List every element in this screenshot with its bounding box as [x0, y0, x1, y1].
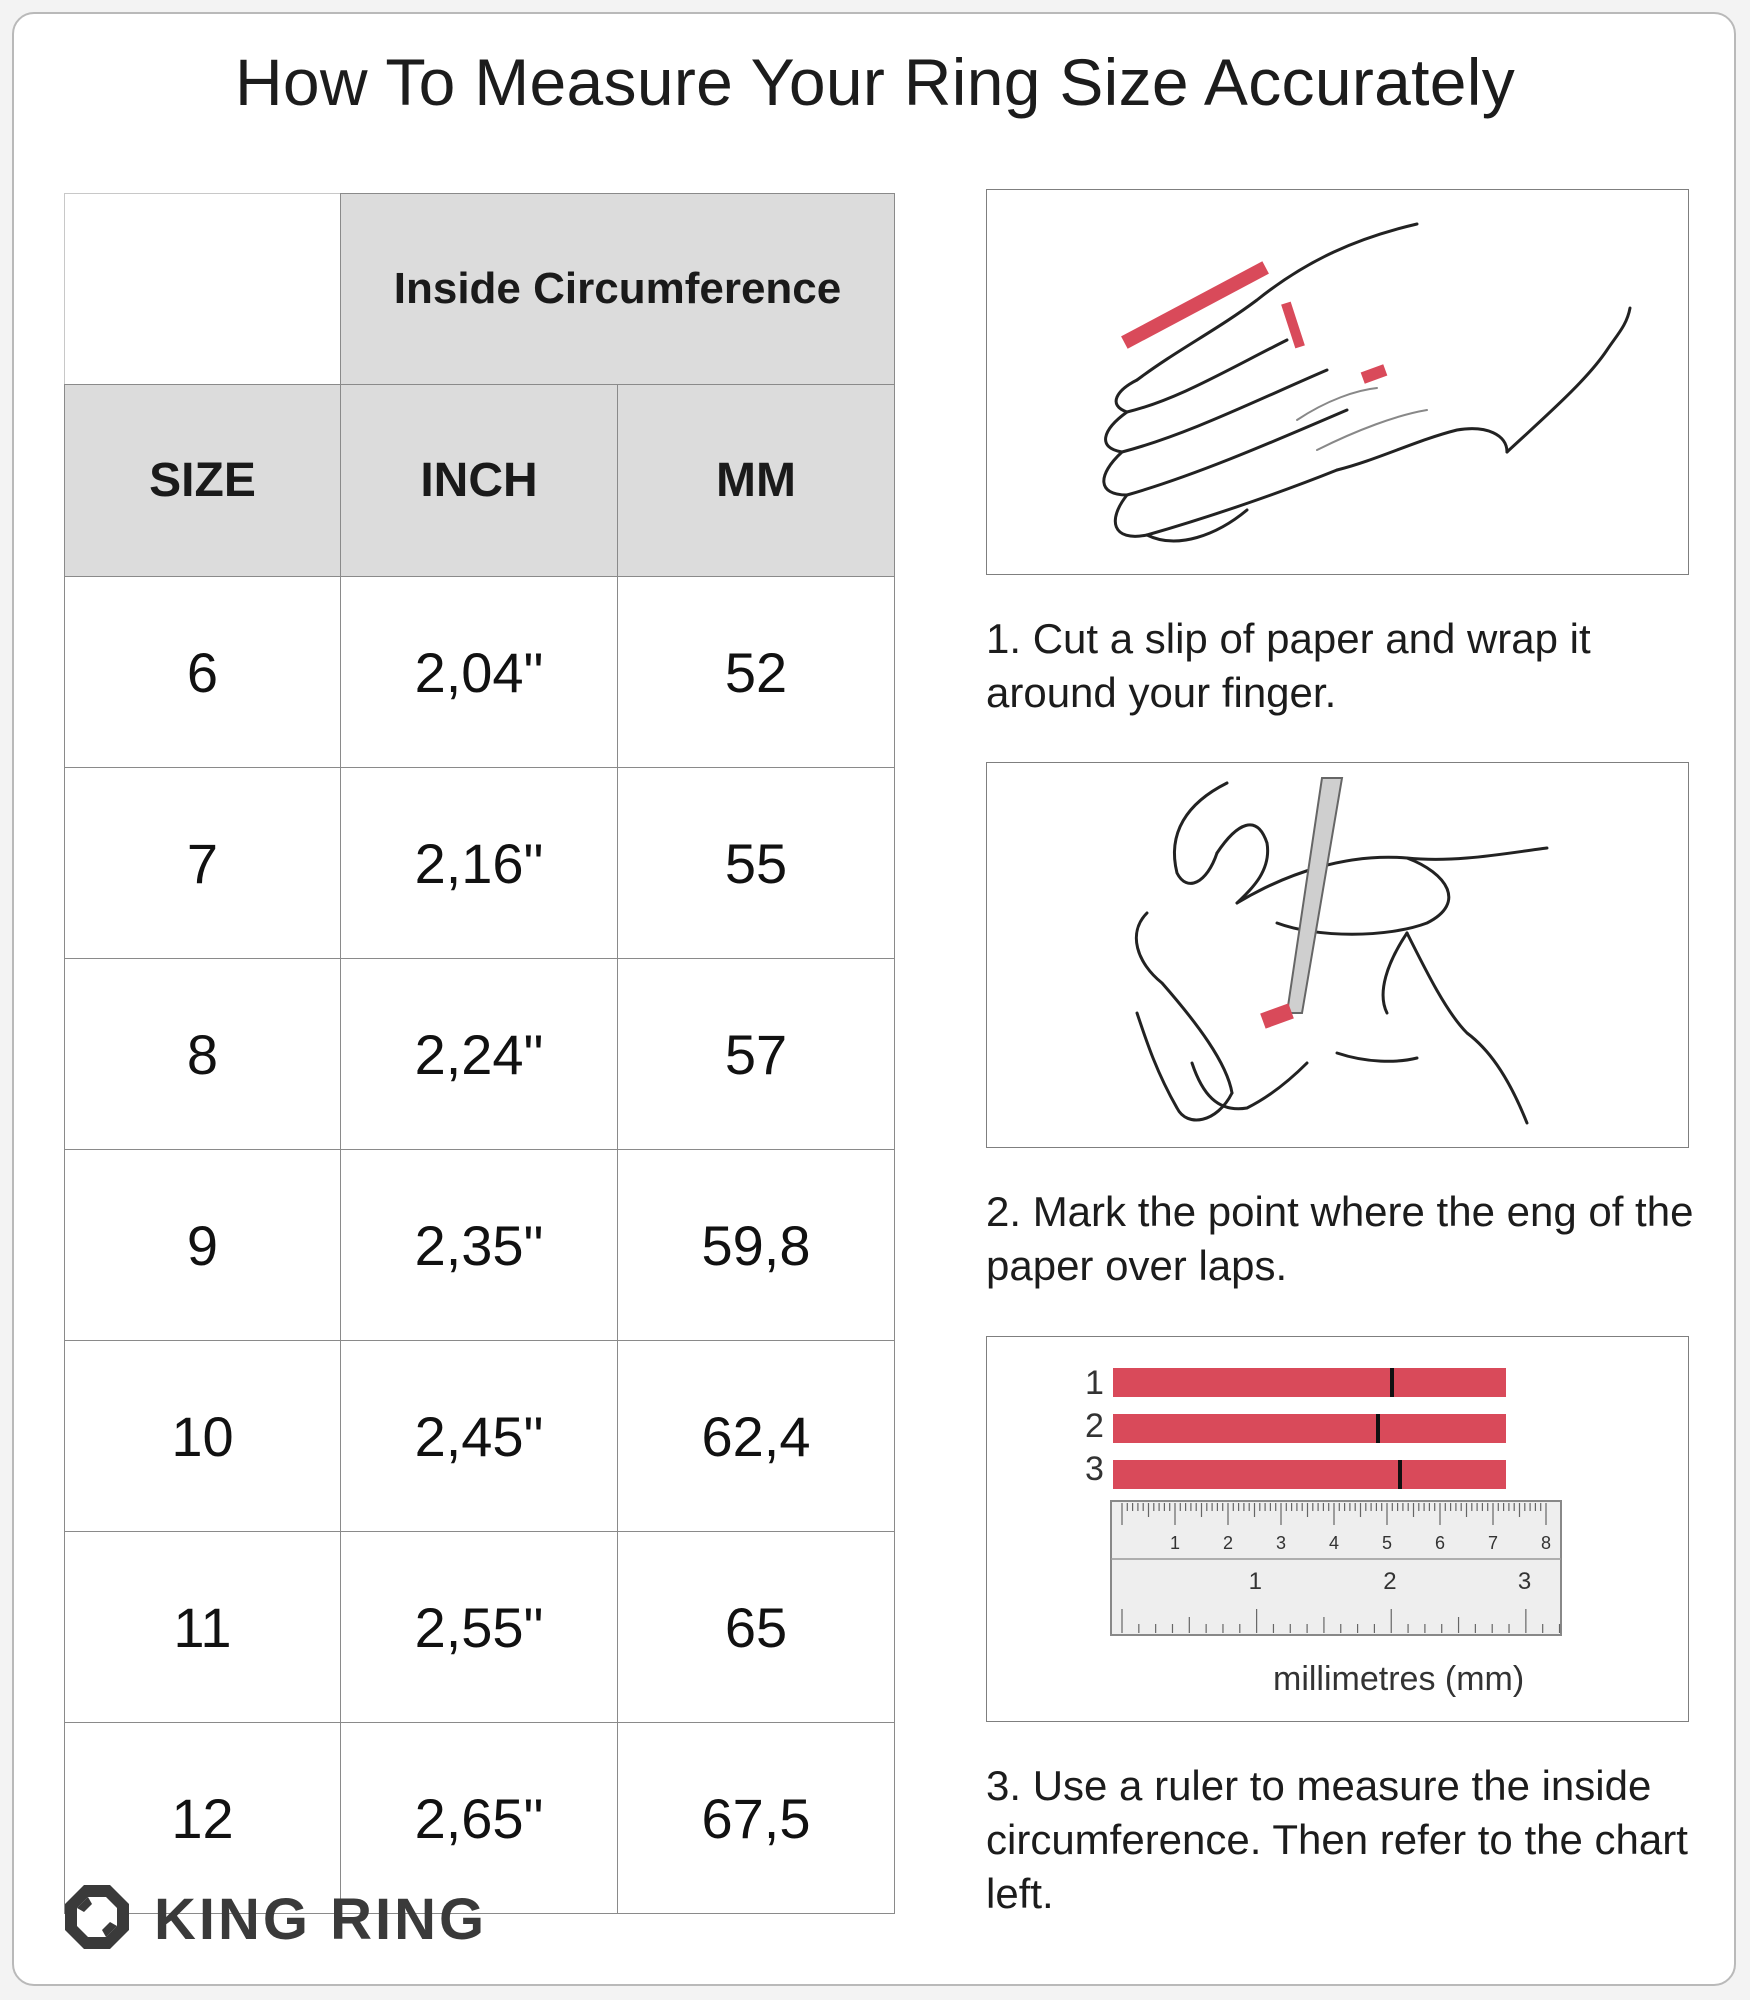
- ruler-unit-label: millimetres (mm): [1273, 1660, 1525, 1698]
- table-row: [65, 1723, 895, 1914]
- table-row: [65, 1532, 895, 1723]
- octagon-ring-logo-icon: [62, 1882, 132, 1952]
- mm-tick-label: 8: [1541, 1533, 1552, 1553]
- inch-cell: 2,35": [341, 1150, 618, 1341]
- mm-tick-label: 4: [1329, 1533, 1340, 1553]
- inch-tick-label: 3: [1517, 1568, 1532, 1595]
- table-row: [65, 577, 895, 768]
- inch-tick-label: 2: [1383, 1568, 1397, 1595]
- mm-cell: 62,4: [618, 1341, 895, 1532]
- mm-tick-label: 2: [1223, 1533, 1234, 1553]
- size-cell: 11: [65, 1532, 341, 1723]
- strip-label-2: 2: [1085, 1407, 1104, 1445]
- mm-tick-label: 6: [1435, 1533, 1446, 1553]
- size-cell: 7: [65, 768, 341, 959]
- inch-cell: 2,45": [341, 1341, 618, 1532]
- mark-paper-illustration: [986, 762, 1689, 1148]
- inch-cell: 2,16": [341, 768, 618, 959]
- hand-wrap-drawing: [987, 190, 1690, 576]
- mm-cell: 52: [618, 577, 895, 768]
- wrap-paper-illustration: [986, 189, 1689, 575]
- size-cell: 12: [65, 1723, 341, 1914]
- ruler-illustration: [986, 1336, 1689, 1722]
- strip-label-3: 3: [1085, 1450, 1104, 1488]
- inch-cell: 2,55": [341, 1532, 618, 1723]
- mm-cell: 67,5: [618, 1723, 895, 1914]
- size-cell: 6: [65, 577, 341, 768]
- step-2-text: 2. Mark the point where the eng of the paper over laps.: [986, 1188, 1694, 1289]
- inch-cell: 2,04": [341, 577, 618, 768]
- inch-tick-label: 1: [1248, 1568, 1262, 1595]
- inside-circumference-header: Inside Circumference: [341, 194, 895, 385]
- mm-tick-label: 3: [1276, 1533, 1287, 1553]
- size-cell: 8: [65, 959, 341, 1150]
- table-row: [65, 1341, 895, 1532]
- inch-cell: 2,65": [341, 1723, 618, 1914]
- mm-tick-label: 1: [1170, 1533, 1181, 1553]
- size-cell: 10: [65, 1341, 341, 1532]
- mm-cell: 59,8: [618, 1150, 895, 1341]
- ruler-drawing: [987, 1337, 1690, 1723]
- mm-tick-label: 5: [1382, 1533, 1393, 1553]
- mm-cell: 57: [618, 959, 895, 1150]
- table-row: [65, 768, 895, 959]
- mm-tick-label: 7: [1488, 1533, 1499, 1553]
- column-header-mm: MM: [618, 385, 895, 577]
- inch-cell: 2,24": [341, 959, 618, 1150]
- ring-size-table: [64, 193, 895, 1914]
- step-1-text: 1. Cut a slip of paper and wrap it around your finger.: [986, 615, 1591, 716]
- paper-strip-2: [1113, 1414, 1506, 1443]
- size-cell: 9: [65, 1150, 341, 1341]
- strip-label-1: 1: [1085, 1364, 1104, 1402]
- column-header-size: SIZE: [65, 385, 341, 577]
- mm-cell: 55: [618, 768, 895, 959]
- table-row: [65, 959, 895, 1150]
- mm-cell: 65: [618, 1532, 895, 1723]
- paper-strip-1: [1113, 1368, 1506, 1397]
- step-3-text: 3. Use a ruler to measure the inside circumference. Then refer to the chart left.: [986, 1762, 1688, 1917]
- brand-name: KING RING: [154, 1887, 488, 1952]
- page-title: How To Measure Your Ring Size Accurately: [234, 45, 1516, 119]
- column-header-inch: INCH: [341, 385, 618, 577]
- hand-mark-drawing: [987, 763, 1690, 1149]
- paper-strip-3: [1113, 1460, 1506, 1489]
- table-corner-cell: [65, 194, 341, 385]
- table-row: [65, 1150, 895, 1341]
